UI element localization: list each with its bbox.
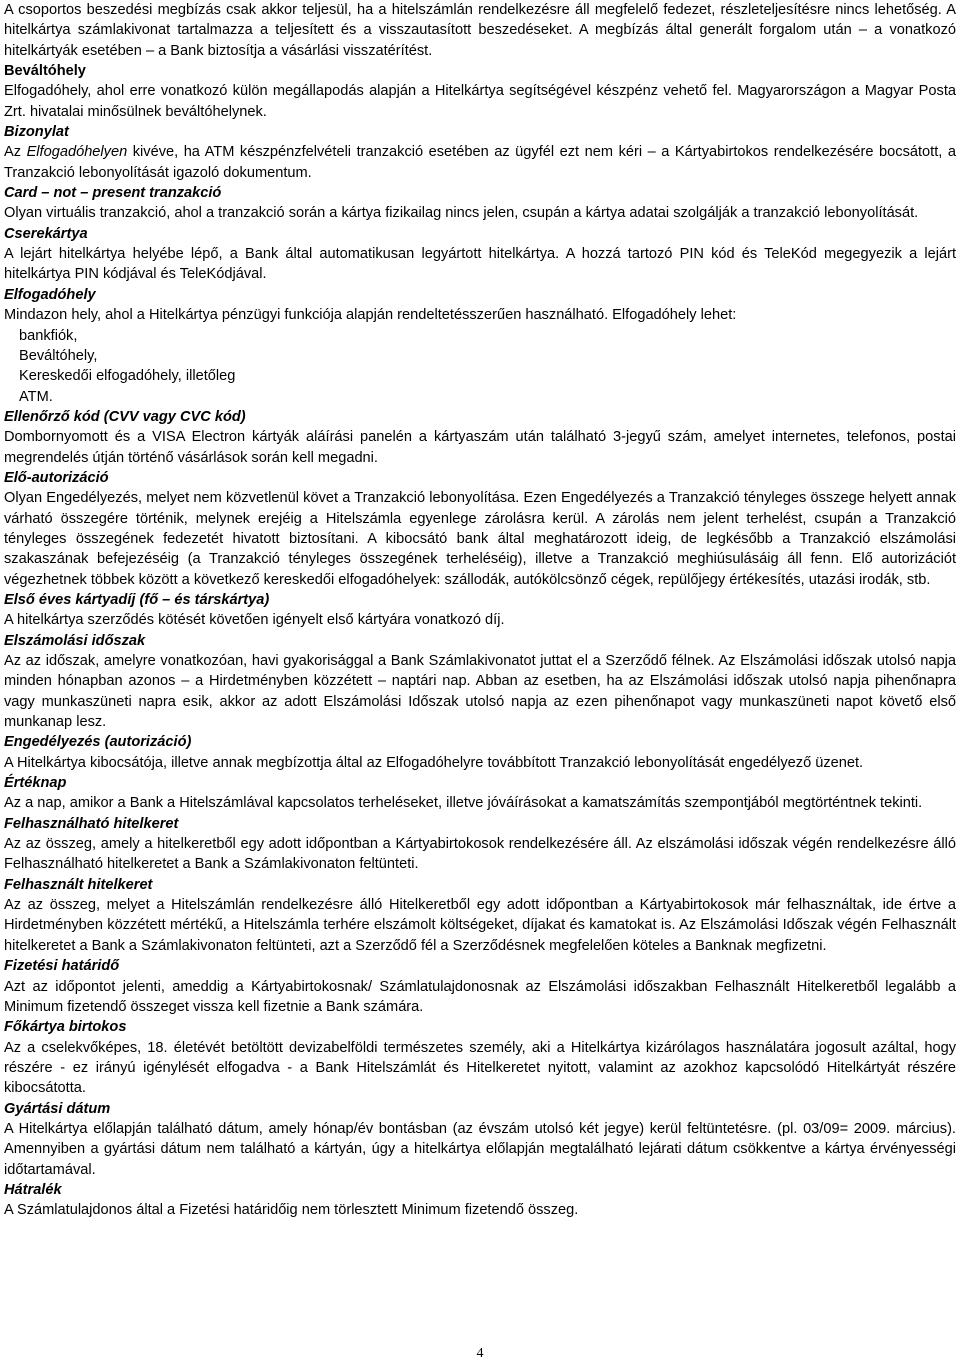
text-run: kivéve, ha ATM készpénzfelvételi tranzakció esetében az ügyfél ezt nem kéri – a Kártyabirtokos rendelkezésére bocsátott, a Tranzakció lebonyolítását igazoló dokumentum. — [4, 144, 956, 181]
definition-term: Hátralék — [4, 1181, 62, 1198]
definition-term: Engedélyezés (autorizáció) — [4, 734, 192, 751]
definition-term: Beváltóhely — [4, 63, 86, 80]
definition-term: Elfogadóhely — [4, 286, 96, 303]
definition-term: Felhasznált hitelkeret — [4, 876, 153, 893]
definition-term: Ellenőrző kód (CVV vagy CVC kód) — [4, 408, 246, 425]
definition-text — [4, 610, 956, 630]
text-run: Az a cselekvőképes, 18. életévét betöltött devizabelföldi természetes személy, aki a Hitelkártya kizárólagos használatára jogosult azáltal, hogy részére - ez irányú igénylését elfogadva - a Bank Hitelszámlát és Hitelkeretet nyitott, valamint az azokhoz kapcsolódó Hitelkártyát részére kibocsátotta. — [4, 1039, 956, 1097]
definition-text — [4, 1119, 956, 1180]
definition-text — [4, 793, 956, 813]
text-run: Olyan Engedélyezés, melyet nem közvetlenül követ a Tranzakció lebonyolítása. Ezen Engedélyezés a Tranzakció tényleges összege helyett annak várható összegére történik, melynek erejéig a Hitelszámla egyenlege zárolásra kerül. A zárolás nem jelent terhelést, csupán a Tranzakció tényleges összegének fedezetét hivatott biztosítani. A kibocsátó bank által meghatározott ideig, de legkésőbb a Tranzakció elszámolási szakaszának befejezéséig (a Tranzakció tényleges összegének terheléséig), illetve a Tranzakció meghiúsulásáig áll fenn. Elő autorizációt végezhetnek többek között a következő kereskedői elfogadóhelyek: szállodák, autókölcsönző cégek, repülőjegy értékesítés, utazási irodák, stb. — [4, 490, 956, 588]
text-run: Az a nap, amikor a Bank a Hitelszámlával kapcsolatos terheléseket, illetve jóváírásokat a kamatszámítás szempontjából megtörténtnek tekinti. — [4, 795, 923, 812]
definition-text — [4, 753, 956, 773]
definition-term: Bizonylat — [4, 124, 69, 141]
definition-text — [4, 895, 956, 956]
definition-term: Elő-autorizáció — [4, 469, 109, 486]
text-run: Az az összeg, melyet a Hitelszámlán rendelkezésre álló Hitelkeretből egy adott időpontban a Kártyabirtokosok már felhasználtak, ide értve a Hirdetményben közzétett mértékű, a Hitelszámla terhére elszámolt költségeket, díjakat és kamatokat is. Az Elszámolási Időszak végén Felhasznált hitelkeretet a Bank a Számlakivonaton feltünteti, azt a Szerződő fél a Szerződésnek megfelelően köteles a Banknak megfizetni. — [4, 897, 956, 954]
text-run: Az az összeg, amely a hitelkeretből egy adott időpontban a Kártyabirtokosok rendelkezésére áll. Az elszámolási időszak végén rendelkezésre álló Felhasználható hitelkeretet a Bank a Számlakivonaton feltünteti. — [4, 836, 956, 873]
definition-text — [4, 1038, 956, 1099]
definition-text — [4, 651, 956, 732]
definition-term: Főkártya birtokos — [4, 1019, 127, 1036]
definition-text — [4, 142, 956, 183]
definition-term: Card – not – present tranzakció — [4, 185, 222, 202]
definition-text — [4, 81, 956, 122]
text-run: A hitelkártya szerződés kötését követően igényelt első kártyára vonatkozó díj. — [4, 612, 505, 629]
definition-text — [4, 834, 956, 875]
definition-text — [4, 1200, 956, 1220]
text-run: Azt az időpontot jelenti, ameddig a Kártyabirtokosnak/ Számlatulajdonosnak az Elszámolási időszakban Felhasznált Hitelkeretből legalább a Minimum fizetendő összeget vissza kell fizetnie a Bank számára. — [4, 978, 956, 1015]
text-run: Az — [4, 144, 27, 161]
document-body — [4, 0, 956, 1221]
definition-text — [4, 0, 956, 61]
text-run: A Számlatulajdonos által a Fizetési határidőig nem törlesztett Minimum fizetendő összeg. — [4, 1202, 579, 1219]
list-item: Kereskedői elfogadóhely, illetőleg — [19, 368, 236, 385]
definition-text — [4, 203, 956, 223]
list-item: Beváltóhely, — [19, 347, 98, 364]
text-run: Elfogadóhely, ahol erre vonatkozó külön megállapodás alapján a Hitelkártya segítségével készpénz vehető fel. Magyarországon a Magyar Posta Zrt. hivatalai minősülnek beváltóhelynek. — [4, 83, 956, 120]
text-run: A csoportos beszedési megbízás csak akkor teljesül, ha a hitelszámlán rendelkezésre áll megfelelő fedezet, részleteljesítésre nincs lehetőség. A hitelkártya számlakivonat tartalmazza a teljesített és a visszautasított beszedéseket. A megbízás által generált forgalom után – a vonatkozó hitelkártyák esetében – a Bank biztosítja a vásárlási visszatérítést. — [4, 2, 956, 59]
definition-text — [4, 244, 956, 285]
text-run: A lejárt hitelkártya helyébe lépő, a Bank által automatikusan legyártott hitelkártya. A hozzá tartozó PIN kód és TeleKód megegyezik a lejárt hitelkártya PIN kódjával és TeleKódjával. — [4, 246, 956, 283]
definition-term: Felhasználható hitelkeret — [4, 815, 179, 832]
definition-term: Elszámolási időszak — [4, 632, 146, 649]
definition-term: Gyártási dátum — [4, 1100, 111, 1117]
text-run: A Hitelkártya kibocsátója, illetve annak megbízottja által az Elfogadóhelyre továbbított Tranzakció lebonyolítását engedélyező üzenet. — [4, 754, 864, 771]
list-item: ATM. — [19, 388, 53, 405]
definition-term: Első éves kártyadíj (fő – és társkártya) — [4, 591, 270, 608]
acceptance-place-list — [4, 326, 956, 407]
definition-term: Fizetési határidő — [4, 958, 120, 975]
definition-term: Értéknap — [4, 775, 67, 792]
definition-term: Cserekártya — [4, 225, 88, 242]
definition-text — [4, 305, 956, 325]
text-run: Dombornyomott és a VISA Electron kártyák aláírási panelén a kártyaszám után található 3-jegyű szám, amelyet internetes, telefonos, postai megrendelés útján történő vásárlások során kell megadni. — [4, 429, 956, 466]
definition-text — [4, 427, 956, 468]
text-run: A Hitelkártya előlapján található dátum, amely hónap/év bontásban (az évszám utolsó két jegye) kerül feltüntetésre. (pl. 03/09= 2009. március). Amennyiben a gyártási dátum nem található a kártyán, úgy a hitelkártya előlapján megtalálható lejárati dátum csökkentve a kártya érvényességi időtartamával. — [4, 1120, 956, 1178]
definition-text — [4, 488, 956, 590]
text-run: Elfogadóhelyen — [26, 144, 128, 161]
page-number: 4 — [476, 1346, 484, 1361]
list-item: bankfiók, — [19, 327, 78, 344]
definition-text — [4, 977, 956, 1018]
text-run: Mindazon hely, ahol a Hitelkártya pénzügyi funkciója alapján rendeltetésszerűen használható. Elfogadóhely lehet: — [4, 307, 737, 324]
text-run: Olyan virtuális tranzakció, ahol a tranzakció során a kártya fizikailag nincs jelen, csupán a kártya adatai szolgálják a tranzakció lebonyolítását. — [4, 205, 919, 222]
text-run: Az az időszak, amelyre vonatkozóan, havi gyakorisággal a Bank Számlakivonatot juttat el a Szerződő félnek. Az Elszámolási időszak utolsó napja minden hónapban azonos – a Hirdetményben közzétett – naptári nap. Abban az esetben, ha az Elszámolási időszak utolsó napja pihenőnapra vagy munkaszüneti napra esik, akkor az adott Elszámolási Időszak utolsó napja az ezen pihenőnapot vagy munkaszüneti napot követő első munkanap lesz. — [4, 653, 956, 731]
